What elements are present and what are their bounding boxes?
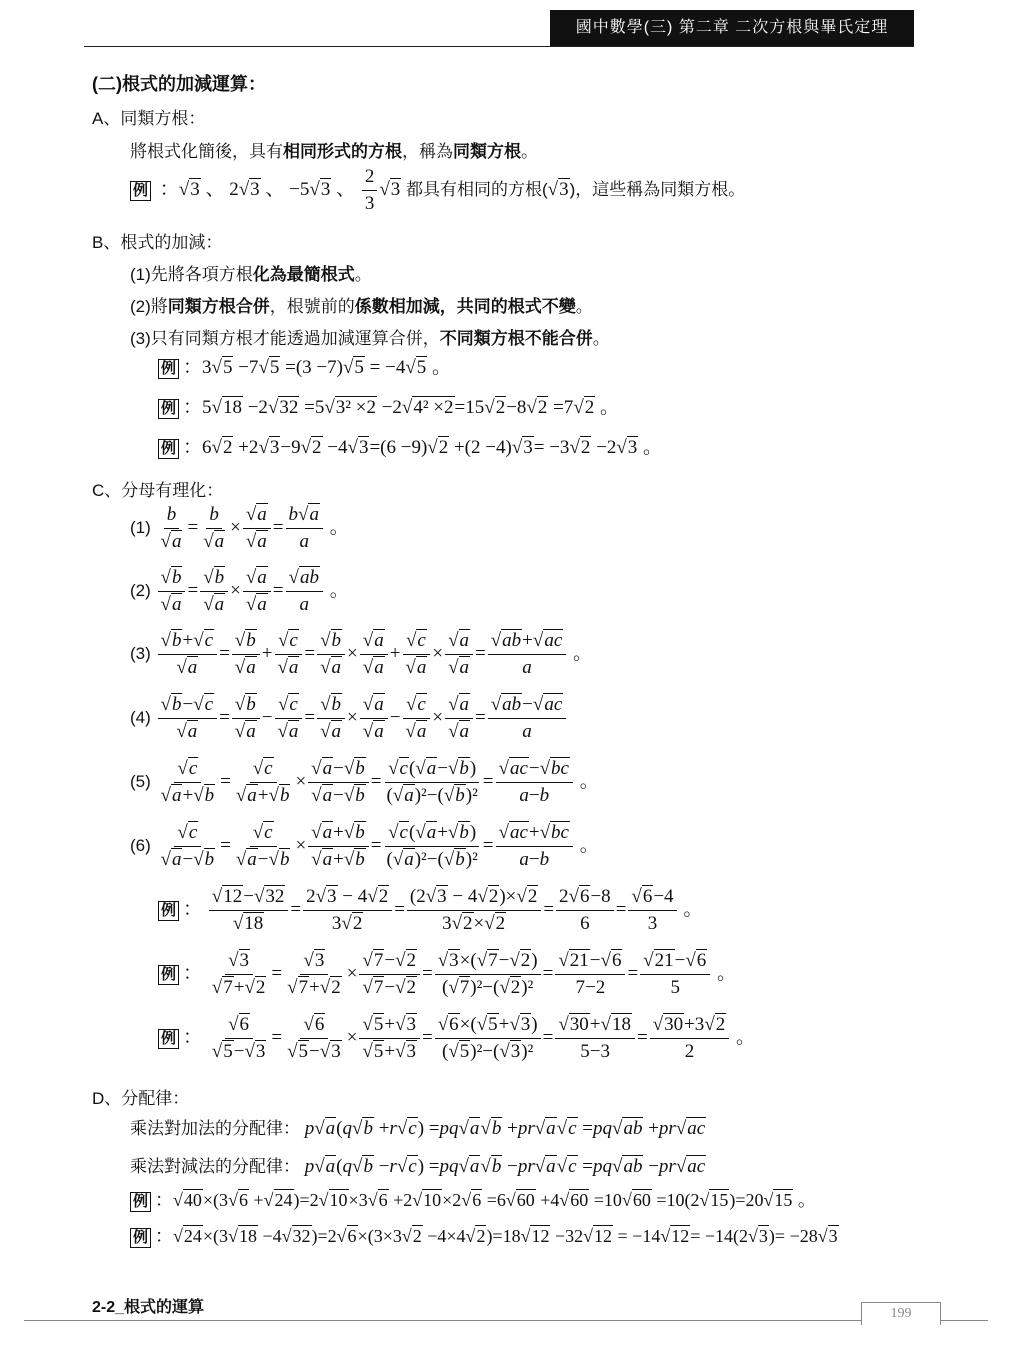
footer-rule-left bbox=[24, 1320, 862, 1321]
footer-rule-right bbox=[940, 1320, 988, 1321]
b-example-3: 例 ：6√2 +2√3−9√2 −4√3=(6 −9)√2 +(2 −4)√3= −3√2 −2√3 。 bbox=[158, 432, 662, 459]
d-example-2: 例 ：√24×(3√18 −4√32)=2√6×(3×3√2 −4×4√2)=18√12 −32√12 = −14√12= −14(2√3)= −28√3 bbox=[130, 1222, 839, 1248]
heading-d: D、分配律： bbox=[92, 1089, 190, 1108]
c-example-3: 例 ： $\frac{√6}{√5-√3}$ = $\frac{√6}{√5-√3}$ × $\frac{√5+√3}{√5+√3}$ = $\frac{√6\times(√5+√3)}{\text{(√5)²−(√3)²}}$ = $\frac{√30+√18}{5-3}$ = $\frac{√30+3√2}{2}$ 。 bbox=[158, 1014, 755, 1063]
c-formula-3: (3) $\frac{√b+√c}{√a}$ = $\frac{√b}{√a}$ + $\frac{√c}{√a}$ = $\frac{√b}{√a}$ × $\frac{√a}{√a}$ + $\frac{√c}{√a}$ × $\frac{√a}{√a}$ = $\frac{√ab+√ac}{a}$ 。 bbox=[130, 630, 593, 678]
b-example-2: 例 ：5√18 −2√32 =5√3² ×2 −2√4² ×2=15√2−8√2 =7√2 。 bbox=[158, 392, 619, 419]
c-example-2: 例 ： $\frac{√3}{√7+√2}$ = $\frac{√3}{√7+√2}$ × $\frac{√7-√2}{√7-√2}$ = $\frac{√3\times(√7-√2)}{\text{(√7)²−(√2)²}}$ = $\frac{√21-√6}{7-2}$ = $\frac{√21-√6}{5}$ 。 bbox=[158, 950, 736, 999]
b-example-1: 例 ：3√5 −7√5 =(3 −7)√5 = −4√5 。 bbox=[158, 352, 451, 379]
c-formula-5: (5) $\frac{√c}{√a+√b}$ = $\frac{√c}{√a+√b}$ × $\frac{√a-√b}{√a-√b}$ = $\frac{√c(√a-√b)}{\text{(√a)²−(√b)²}}$ = $\frac{√ac-√bc}{a-b}$ 。 bbox=[130, 758, 599, 806]
heading-c: C、分母有理化： bbox=[92, 481, 224, 500]
header-title: 國中數學(三) 第二章 二次方根與畢氏定理 bbox=[550, 10, 914, 46]
page-number: 199 bbox=[861, 1302, 941, 1325]
c-example-1: 例 ： $\frac{√12-√32}{√18}$ = $\frac{2√3 - 4√2}{3√2}$ = $\frac{(2√3 - 4√2)\times√2}{3√2\times√2}$ = $\frac{2√6-8}{6}$ = $\frac{√6-4}{3}$ 。 bbox=[158, 886, 702, 935]
section-title: (二)根式的加減運算： bbox=[92, 74, 266, 94]
example-label: 例 bbox=[130, 181, 151, 201]
heading-b: B、根式的加減： bbox=[92, 233, 223, 252]
a-example: 例 ：√3 、 2√3 、 −5√3 、 $\frac{2}{3}$ √3 都具有相同的方根(√3)，這些稱為同類方根。 bbox=[130, 166, 745, 215]
a-definition: 將根式化簡後，具有相同形式的方根，稱為同類方根。 bbox=[130, 142, 538, 161]
b-rule-1: (1)先將各項方根化為最簡根式。 bbox=[130, 265, 372, 284]
d-example-1: 例 ：√40×(3√6 +√24)=2√10×3√6 +2√10×2√6 =6√60 +4√60 =10√60 =10(2√15)=20√15 。 bbox=[130, 1186, 816, 1212]
d-rule-sub: 乘法對減法的分配律： p√a(q√b −r√c) =pq√a√b −pr√a√c =pq√ab −pr√ac bbox=[130, 1156, 706, 1177]
footer-chapter: 2-2_根式的運算 bbox=[92, 1299, 205, 1316]
c-formula-6: (6) $\frac{√c}{√a-√b}$ = $\frac{√c}{√a-√b}$ × $\frac{√a+√b}{√a+√b}$ = $\frac{√c(√a+√b)}{\text{(√a)²−(√b)²}}$ = $\frac{√ac+√bc}{a-b}$ 。 bbox=[130, 822, 599, 870]
c-formula-2: (2) $\frac{√b}{√a}$ = $\frac{√b}{√a}$ × $\frac{√a}{√a}$ = $\frac{√ab}{a}$ 。 bbox=[130, 567, 349, 615]
b-rule-3: (3)只有同類方根才能透過加減運算合併，不同類方根不能合併。 bbox=[130, 329, 610, 348]
c-formula-4: (4) $\frac{√b-√c}{√a}$ = $\frac{√b}{√a}$ − $\frac{√c}{√a}$ = $\frac{√b}{√a}$ × $\frac{√a}{√a}$ − $\frac{√c}{√a}$ × $\frac{√a}{√a}$ = $\frac{√ab-√ac}{a}$ bbox=[130, 694, 568, 743]
heading-a: A、同類方根： bbox=[92, 109, 206, 128]
header-rule bbox=[84, 46, 914, 47]
c-formula-1: (1) $\frac{b}{√a}$ = $\frac{b}{√a}$ × $\frac{√a}{√a}$ = $\frac{b√a}{a}$ 。 bbox=[130, 504, 349, 552]
d-rule-add: 乘法對加法的分配律： p√a(q√b +r√c) =pq√a√b +pr√a√c =pq√ab +pr√ac bbox=[130, 1118, 706, 1139]
b-rule-2: (2)將同類方根合併，根號前的係數相加減，共同的根式不變。 bbox=[130, 297, 593, 316]
